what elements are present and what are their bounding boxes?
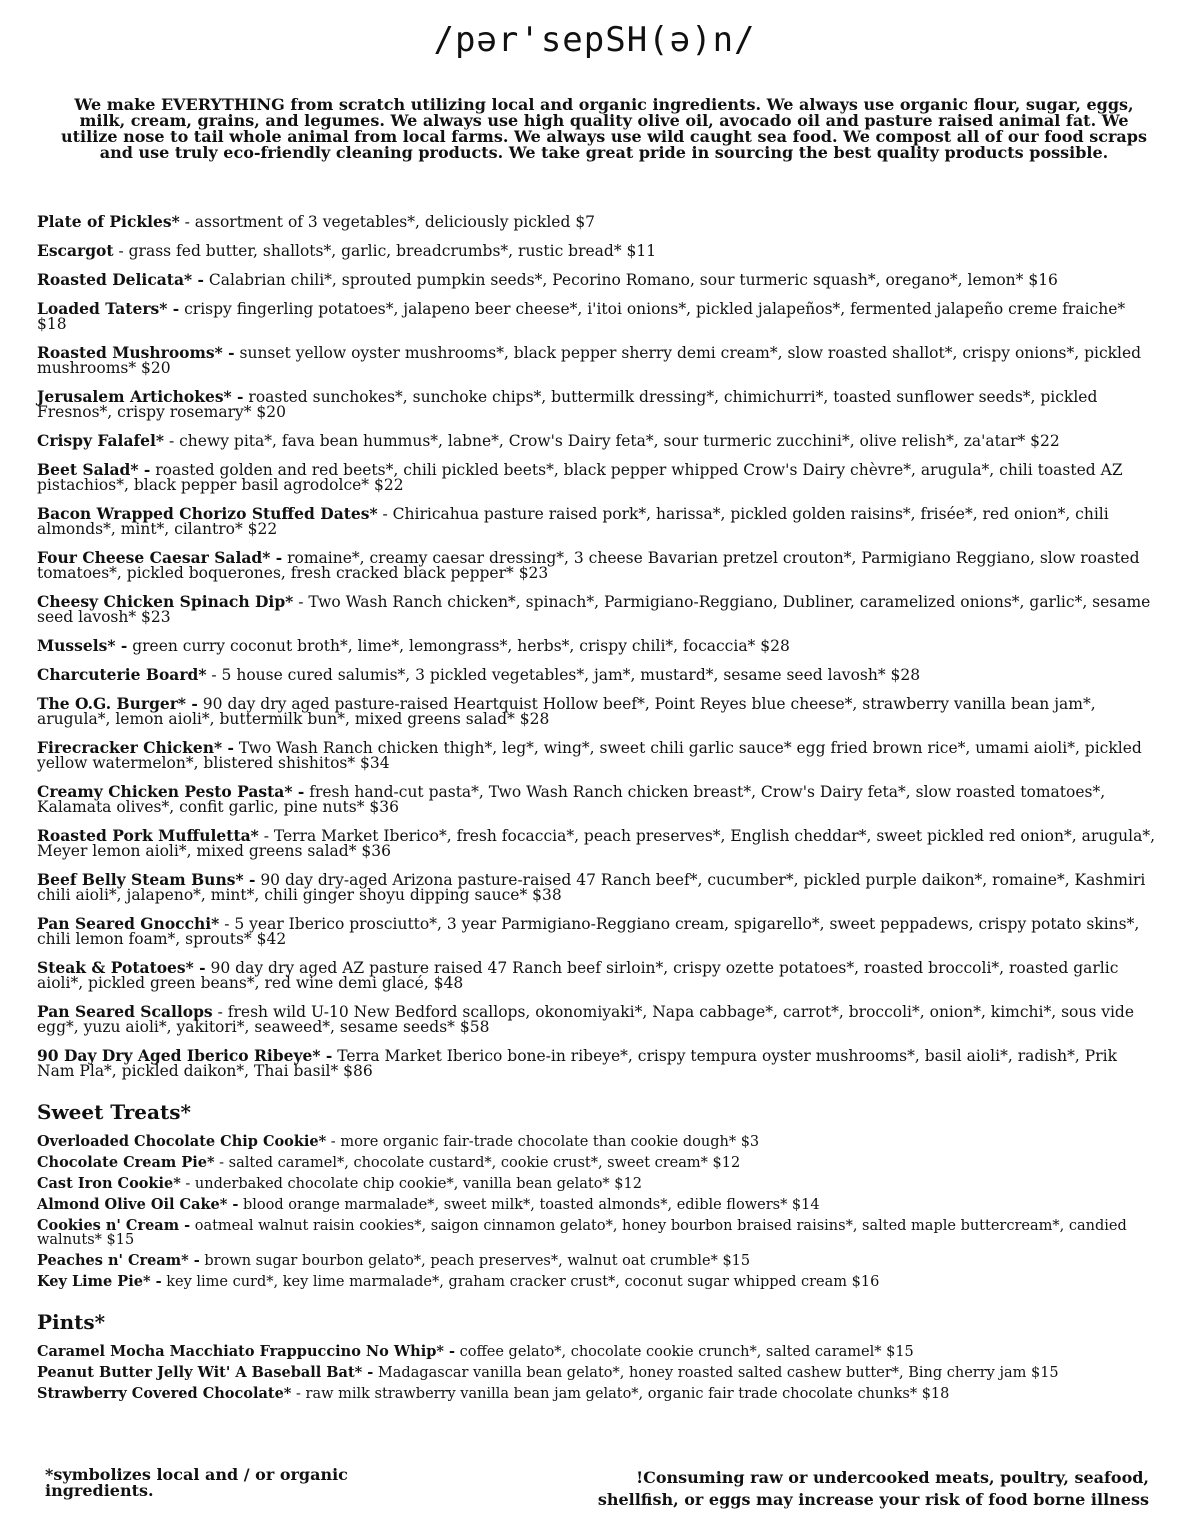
menu-item xyxy=(37,506,1157,537)
page-title: /pər'sepSH(ə)n/ xyxy=(433,20,756,60)
menu-item-name: Charcuterie Board* xyxy=(37,665,207,684)
menu-item-name: Bacon Wrapped Chorizo Stuffed Dates* xyxy=(37,504,378,523)
menu-item-name: Pan Seared Gnocchi* xyxy=(37,914,220,933)
menu-item-desc: 90 day dry aged AZ pasture raised 47 Ranch beef sirloin*, crispy ozette potatoes*, roasted broccoli*, roasted garlic aioli*, pickled green beans*, red wine demi glacé, $48 xyxy=(37,959,1119,992)
dessert-item-desc: blood orange marmalade*, sweet milk*, toasted almonds*, edible flowers* $14 xyxy=(238,1197,820,1213)
dessert-item xyxy=(37,1135,1157,1149)
pints-list xyxy=(37,1345,1157,1401)
menu-item-desc: - Terra Market Iberico*, fresh focaccia*, peach preserves*, English cheddar*, sweet pickled red onion*, arugula*, Meyer lemon aioli*, mixed greens salad* $36 xyxy=(37,827,1156,860)
menu-item xyxy=(37,1048,1157,1079)
dessert-item-desc: key lime curd*, key lime marmalade*, graham cracker crust*, coconut sugar whipped cream $16 xyxy=(161,1274,880,1290)
menu-item xyxy=(37,214,1157,230)
dessert-item-name: Chocolate Cream Pie* xyxy=(37,1154,215,1171)
menu-item-desc: roasted golden and red beets*, chili pickled beets*, black pepper whipped Crow's Dairy chèvre*, arugula*, chili toasted AZ pistachios*, black pepper basil agrodolce* $22 xyxy=(37,461,1123,494)
organic-footnote: *symbolizes local and / or organic ingredients. xyxy=(45,1465,348,1500)
dessert-item-name: Key Lime Pie* - xyxy=(37,1273,162,1290)
menu-item-desc: Terra Market Iberico bone-in ribeye*, crispy tempura oyster mushrooms*, basil aioli*, radish*, Prik Nam Pla*, pickled daikon*, Thai basil* $86 xyxy=(37,1047,1117,1080)
menu-item xyxy=(37,550,1157,581)
sweet-treats-list xyxy=(37,1135,1157,1289)
dessert-item-desc: oatmeal walnut raisin cookies*, saigon cinnamon gelato*, honey bourbon braised raisins*, salted maple buttercream*, candied walnuts* $15 xyxy=(37,1218,1127,1248)
menu-item-desc: Calabrian chili*, sprouted pumpkin seeds*, Pecorino Romano, sour turmeric squash*, oregano*, lemon* $16 xyxy=(203,271,1058,289)
menu-item-desc: sunset yellow oyster mushrooms*, black pepper sherry demi cream*, slow roasted shallot*, crispy onions*, pickled mushrooms* $20 xyxy=(37,344,1142,377)
menu-item-name: Pan Seared Scallops xyxy=(37,1002,213,1021)
menu-item-desc: 90 day dry aged pasture-raised Heartquist Hollow beef*, Point Reyes blue cheese*, strawberry vanilla bean jam*, arugula*, lemon aioli*, buttermilk bun*, mixed greens salad* $28 xyxy=(37,695,1096,728)
dessert-item-name: Peaches n' Cream* - xyxy=(37,1252,200,1269)
dessert-item-name: Cookies n' Cream - xyxy=(37,1217,191,1234)
menu-item-name: Jerusalem Artichokes* - xyxy=(37,387,244,406)
menu-item xyxy=(37,696,1157,727)
menu-item-desc: - 5 year Iberico prosciutto*, 3 year Parmigiano-Reggiano cream, spigarello*, sweet peppadews, crispy potato skins*, chili lemon foam*, sprouts* $42 xyxy=(37,915,1140,948)
menu-item xyxy=(37,243,1157,259)
food-safety-warning: !Consuming raw or undercooked meats, poultry, seafood, shellfish, or eggs may increase your risk of food borne illness xyxy=(597,1468,1149,1509)
menu-item xyxy=(37,345,1157,376)
dessert-item-desc: - more organic fair-trade chocolate than cookie dough* $3 xyxy=(326,1134,760,1150)
dessert-item xyxy=(37,1198,1157,1212)
menu-item-desc: - Two Wash Ranch chicken*, spinach*, Parmigiano-Reggiano, Dubliner, caramelized onions*, garlic*, sesame seed lavosh* $23 xyxy=(37,593,1151,626)
menu-item-desc: roasted sunchokes*, sunchoke chips*, buttermilk dressing*, chimichurri*, toasted sunflower seeds*, pickled Fresnos*, crispy rosemary* $20 xyxy=(37,388,1098,421)
menu-item-desc: - 5 house cured salumis*, 3 pickled vegetables*, jam*, mustard*, sesame seed lavosh* $28 xyxy=(206,666,921,684)
pint-item xyxy=(37,1366,1157,1380)
menu-item xyxy=(37,594,1157,625)
menu-item xyxy=(37,667,1157,683)
pint-item-desc: Madagascar vanilla bean gelato*, honey roasted salted cashew butter*, Bing cherry jam $15 xyxy=(373,1365,1059,1381)
menu-item-desc: - chewy pita*, fava bean hummus*, labne*, Crow's Dairy feta*, sour turmeric zucchini*, olive relish*, za'atar* $22 xyxy=(164,432,1060,450)
menu-item-desc: romaine*, creamy caesar dressing*, 3 cheese Bavarian pretzel crouton*, Parmigiano Reggiano, slow roasted tomatoes*, pickled boquerones, fresh cracked black pepper* $23 xyxy=(37,549,1140,582)
menu-item-desc: fresh hand-cut pasta*, Two Wash Ranch chicken breast*, Crow's Dairy feta*, slow roasted tomatoes*, Kalamata olives*, confit garlic, pine nuts* $36 xyxy=(37,783,1106,816)
sweet-treats-heading: Sweet Treats* xyxy=(37,1100,191,1124)
menu-item-desc: - grass fed butter, shallots*, garlic, breadcrumbs*, rustic bread* $11 xyxy=(113,242,657,260)
menu-item xyxy=(37,389,1157,420)
menu-item xyxy=(37,740,1157,771)
menu-item-name: 90 Day Dry Aged Iberico Ribeye* - xyxy=(37,1046,333,1065)
menu-item xyxy=(37,916,1157,947)
dessert-item xyxy=(37,1275,1157,1289)
menu-item-name: Creamy Chicken Pesto Pasta* - xyxy=(37,782,305,801)
pint-item-desc: coffee gelato*, chocolate cookie crunch*, salted caramel* $15 xyxy=(455,1344,914,1360)
pint-item-name: Peanut Butter Jelly Wit' A Baseball Bat* - xyxy=(37,1364,374,1381)
pint-item-desc: - raw milk strawberry vanilla bean jam gelato*, organic fair trade chocolate chunks* $18 xyxy=(291,1386,950,1402)
dessert-item-desc: - salted caramel*, chocolate custard*, cookie crust*, sweet cream* $12 xyxy=(214,1155,741,1171)
menu-item-name: Beef Belly Steam Buns* - xyxy=(37,870,256,889)
dessert-item-name: Almond Olive Oil Cake* - xyxy=(37,1196,239,1213)
menu-item xyxy=(37,784,1157,815)
main-items-list xyxy=(37,214,1157,1079)
dessert-item xyxy=(37,1219,1157,1247)
menu-item-desc: green curry coconut broth*, lime*, lemongrass*, herbs*, crispy chili*, focaccia* $28 xyxy=(127,637,790,655)
dessert-item-desc: brown sugar bourbon gelato*, peach preserves*, walnut oat crumble* $15 xyxy=(199,1253,751,1269)
pint-item-name: Strawberry Covered Chocolate* xyxy=(37,1385,292,1402)
menu-item-name: The O.G. Burger* - xyxy=(37,694,198,713)
menu-item xyxy=(37,872,1157,903)
menu-item xyxy=(37,960,1157,991)
menu-item xyxy=(37,462,1157,493)
dessert-item-name: Cast Iron Cookie* xyxy=(37,1175,181,1192)
menu-body xyxy=(37,214,1157,1408)
menu-item-desc: Two Wash Ranch chicken thigh*, leg*, wing*, sweet chili garlic sauce* egg fried brown rice*, umami aioli*, pickled yellow watermelon*, blistered shishitos* $34 xyxy=(37,739,1142,772)
menu-item-name: Beet Salad* - xyxy=(37,460,151,479)
dessert-item xyxy=(37,1254,1157,1268)
pint-item xyxy=(37,1345,1157,1359)
menu-item-name: Steak & Potatoes* - xyxy=(37,958,206,977)
menu-item-desc: - assortment of 3 vegetables*, deliciously pickled $7 xyxy=(179,213,596,231)
menu-item-name: Mussels* - xyxy=(37,636,128,655)
menu-item-name: Loaded Taters* - xyxy=(37,299,180,318)
menu-item-desc: 90 day dry-aged Arizona pasture-raised 47 Ranch beef*, cucumber*, pickled purple daikon*, romaine*, Kashmiri chili aioli*, jalapeno*, mint*, chili ginger shoyu dipping sauce* $38 xyxy=(37,871,1146,904)
menu-item-name: Roasted Delicata* - xyxy=(37,270,204,289)
menu-item xyxy=(37,828,1157,859)
dessert-item xyxy=(37,1156,1157,1170)
intro-paragraph: We make EVERYTHING from scratch utilizing local and organic ingredients. We always use organic flour, sugar, eggs, milk, cream, grains, and legumes. We always use high quality olive oil, avocado oil and pasture raised animal fat. We utilize nose to tail whole animal from local farms. We always use wild caught sea food. We compost all of our food scraps and use truly eco-friendly cleaning products. We take great pride in sourcing the best quality products possible. xyxy=(61,95,1147,162)
menu-item xyxy=(37,272,1157,288)
menu-item-desc: - Chiricahua pasture raised pork*, harissa*, pickled golden raisins*, frisée*, red onion*, chili almonds*, mint*, cilantro* $22 xyxy=(37,505,1109,538)
pint-item-name: Caramel Mocha Macchiato Frappuccino No Whip* - xyxy=(37,1343,456,1360)
menu-item-name: Crispy Falafel* xyxy=(37,431,165,450)
pint-item xyxy=(37,1387,1157,1401)
menu-item-name: Roasted Pork Muffuletta* xyxy=(37,826,259,845)
menu-item xyxy=(37,433,1157,449)
dessert-item xyxy=(37,1177,1157,1191)
menu-item xyxy=(37,301,1157,332)
menu-item-name: Cheesy Chicken Spinach Dip* xyxy=(37,592,294,611)
menu-item-name: Escargot xyxy=(37,241,114,260)
menu-item-name: Firecracker Chicken* - xyxy=(37,738,234,757)
menu-item-name: Roasted Mushrooms* - xyxy=(37,343,235,362)
menu-item-name: Plate of Pickles* xyxy=(37,212,180,231)
menu-item-desc: crispy fingerling potatoes*, jalapeno beer cheese*, i'itoi onions*, pickled jalapeños*, fermented jalapeño creme fraiche* $18 xyxy=(37,300,1126,333)
dessert-item-desc: - underbaked chocolate chip cookie*, vanilla bean gelato* $12 xyxy=(180,1176,642,1192)
pints-heading: Pints* xyxy=(37,1310,106,1334)
dessert-item-name: Overloaded Chocolate Chip Cookie* xyxy=(37,1133,327,1150)
menu-item-desc: - fresh wild U-10 New Bedford scallops, okonomiyaki*, Napa cabbage*, carrot*, broccoli*, onion*, kimchi*, sous vide egg*, yuzu aioli*, yakitori*, seaweed*, sesame seeds* $58 xyxy=(37,1003,1135,1036)
menu-item-name: Four Cheese Caesar Salad* - xyxy=(37,548,283,567)
menu-item xyxy=(37,638,1157,654)
menu-item xyxy=(37,1004,1157,1035)
